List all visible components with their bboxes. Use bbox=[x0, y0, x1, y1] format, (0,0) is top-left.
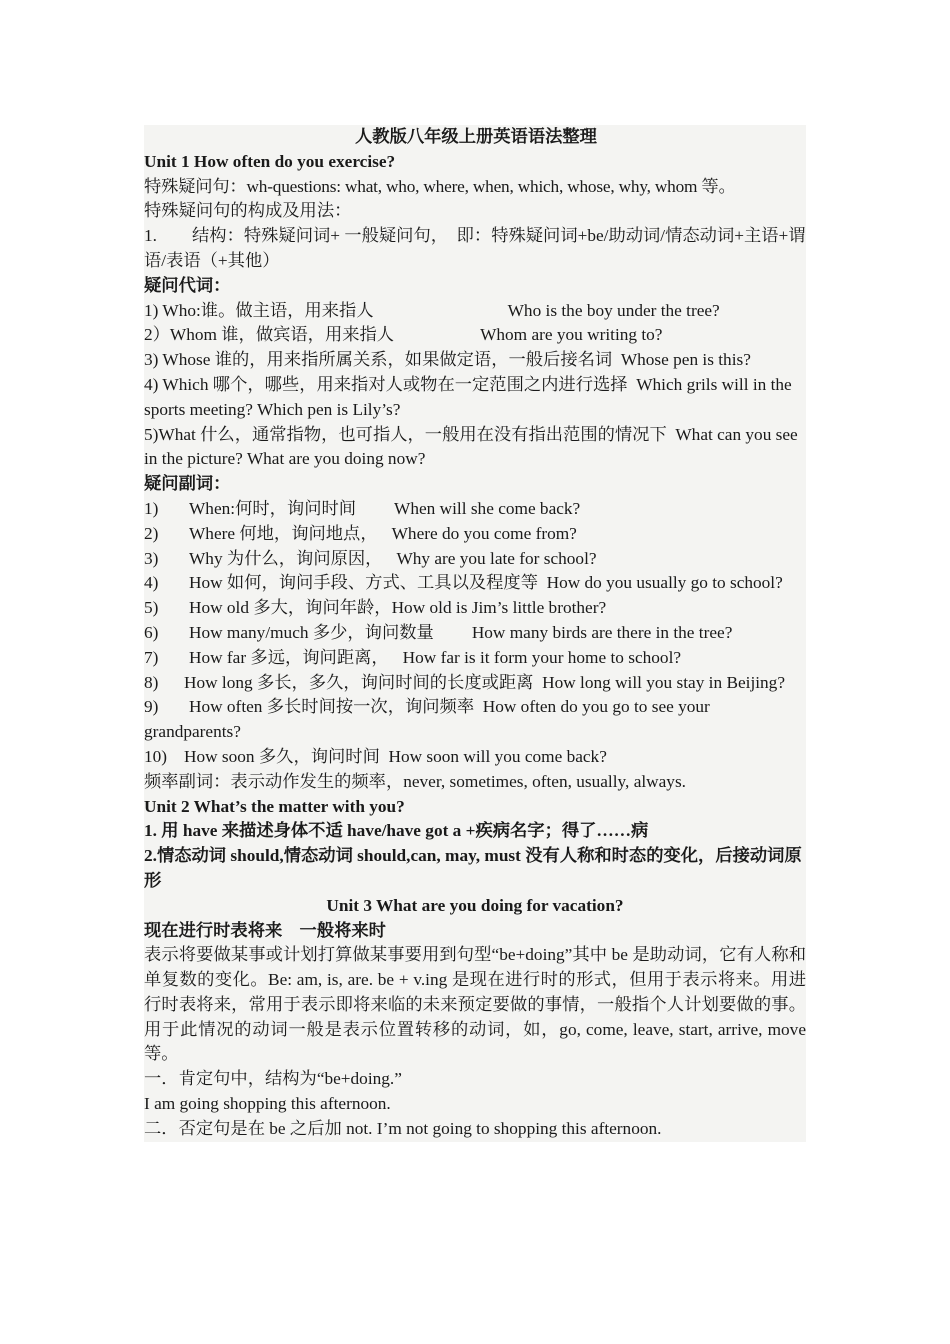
adverb-example: How often do you go to see your grandparents? bbox=[144, 697, 710, 742]
adverb-example: How old is Jim’s little brother? bbox=[391, 598, 607, 618]
adverb-item bbox=[144, 646, 806, 671]
adverb-number: 9) bbox=[144, 697, 159, 717]
structure-text: 结构：特殊疑问词+ 一般疑问句， 即：特殊疑问词+be/助动词/情态动词+主语+谓语/表语（+其他） bbox=[144, 226, 806, 270]
pronoun-desc: 2）Whom 谁，做宾语，用来指人 bbox=[144, 325, 395, 345]
adverb-number: 5) bbox=[144, 598, 159, 618]
pronoun-item bbox=[144, 423, 806, 473]
adverb-item bbox=[144, 745, 806, 770]
usage-heading: 特殊疑问句的构成及用法： bbox=[144, 201, 352, 221]
pronouns-heading: 疑问代词： bbox=[144, 275, 231, 295]
unit1-intro: 特殊疑问句：wh-questions: what, who, where, when, which, whose, why, whom 等。 bbox=[144, 176, 736, 196]
pronoun-example: Whom are you writing to? bbox=[480, 325, 663, 345]
adverb-example: How far is it form your home to school? bbox=[402, 647, 682, 667]
adverb-item bbox=[144, 671, 806, 696]
adverb-item bbox=[144, 522, 806, 547]
unit2-heading: Unit 2 What’s the matter with you? bbox=[144, 796, 405, 816]
adverb-example: How long will you stay in Beijing? bbox=[542, 672, 785, 692]
unit2-point-1: 1. 用 have 来描述身体不适 have/have got a +疾病名字；得了……病 bbox=[144, 821, 649, 841]
adverb-item bbox=[144, 571, 806, 596]
affirmative-rule: 一．肯定句中，结构为“be+doing.” bbox=[144, 1069, 402, 1089]
adverb-example: Where do you come from? bbox=[391, 523, 577, 543]
negative-rule: 二．否定句是在 be 之后加 not. I’m not going to shopping this afternoon. bbox=[144, 1118, 662, 1138]
adverb-item bbox=[144, 596, 806, 621]
document-page bbox=[144, 125, 806, 1142]
adverb-number: 3) bbox=[144, 548, 159, 568]
adverb-example: Why are you late for school? bbox=[396, 548, 597, 568]
unit3-paragraph: 表示将要做某事或计划打算做某事要用到句型“be+doing”其中 be 是助动词，它有人称和单复数的变化。Be: am, is, are. be + v.ing 是现在进行时的形式，但用于表示将来。用进行时表将来，常用于表示即将来临的未来预定要做的事情，一般指个人计划要做的事。用于此情况的动词一般是表示位置转移的动词，如，go, come, leave, start, arrive, move 等。 bbox=[144, 945, 806, 1064]
adverb-item bbox=[144, 695, 806, 745]
adverb-desc: How far 多远，询问距离， bbox=[189, 647, 389, 667]
frequency-adverbs: 频率副词：表示动作发生的频率，never, sometimes, often, usually, always. bbox=[144, 771, 686, 791]
adverb-item bbox=[144, 497, 806, 522]
pronoun-desc: 1) Who:谁。做主语，用来指人 bbox=[144, 300, 374, 320]
adverb-example: How do you usually go to school? bbox=[546, 573, 783, 593]
pronoun-item bbox=[144, 373, 806, 423]
unit3-subheading: 现在进行时表将来 一般将来时 bbox=[144, 920, 386, 940]
adverb-desc: How often 多长时间按一次，询问频率 bbox=[189, 697, 475, 717]
adverb-desc: Why 为什么，询问原因， bbox=[189, 548, 383, 568]
adverbs-heading: 疑问副词： bbox=[144, 474, 231, 494]
document-title: 人教版八年级上册英语语法整理 bbox=[355, 127, 597, 146]
adverb-item bbox=[144, 621, 806, 646]
adverb-desc: How 如何，询问手段、方式、工具以及程度等 bbox=[189, 573, 538, 593]
adverb-number: 1) bbox=[144, 498, 159, 518]
pronoun-item bbox=[144, 299, 806, 324]
adverb-number: 10) bbox=[144, 746, 168, 766]
adverb-desc: How many/much 多少，询问数量 bbox=[189, 622, 434, 642]
adverb-item bbox=[144, 547, 806, 572]
structure-item bbox=[144, 224, 806, 274]
affirmative-example: I am going shopping this afternoon. bbox=[144, 1094, 391, 1114]
unit2-point-2: 2.情态动词 should,情态动词 should,can, may, must 没有人称和时态的变化，后接动词原形 bbox=[144, 846, 802, 890]
adverb-example: How soon will you come back? bbox=[388, 746, 607, 766]
pronoun-example: Which grils will in the sports meeting? Which pen is Lily’s? bbox=[144, 374, 792, 419]
structure-number: 1. bbox=[144, 226, 157, 246]
pronoun-example: Who is the boy under the tree? bbox=[507, 300, 720, 320]
adverb-example: When will she come back? bbox=[394, 498, 581, 518]
adverb-desc: When:何时，询问时间 bbox=[189, 498, 357, 518]
pronoun-desc: 5)What 什么，通常指物，也可指人，一般用在没有指出范围的情况下 bbox=[144, 424, 667, 444]
unit1-heading: Unit 1 How often do you exercise? bbox=[144, 151, 396, 171]
pronoun-desc: 3) Whose 谁的，用来指所属关系，如果做定语，一般后接名词 bbox=[144, 350, 613, 370]
adverb-number: 8) bbox=[144, 672, 159, 692]
adverb-desc: How soon 多久，询问时间 bbox=[184, 746, 380, 766]
adverb-desc: How long 多长，多久，询问时间的长度或距离 bbox=[184, 672, 534, 692]
pronoun-item bbox=[144, 323, 806, 348]
adverb-number: 6) bbox=[144, 622, 159, 642]
unit3-heading: Unit 3 What are you doing for vacation? bbox=[326, 895, 624, 915]
adverb-number: 4) bbox=[144, 573, 159, 593]
adverb-example: How many birds are there in the tree? bbox=[471, 622, 733, 642]
pronoun-item bbox=[144, 348, 806, 373]
pronoun-example: Whose pen is this? bbox=[620, 350, 751, 370]
adverb-number: 2) bbox=[144, 523, 159, 543]
pronoun-example: What can you see in the picture? What are you doing now? bbox=[144, 424, 798, 469]
adverb-desc: How old 多大，询问年龄， bbox=[189, 598, 392, 618]
pronoun-desc: 4) Which 哪个，哪些，用来指对人或物在一定范围之内进行选择 bbox=[144, 374, 628, 394]
adverb-number: 7) bbox=[144, 647, 159, 667]
adverb-desc: Where 何地，询问地点， bbox=[189, 523, 378, 543]
